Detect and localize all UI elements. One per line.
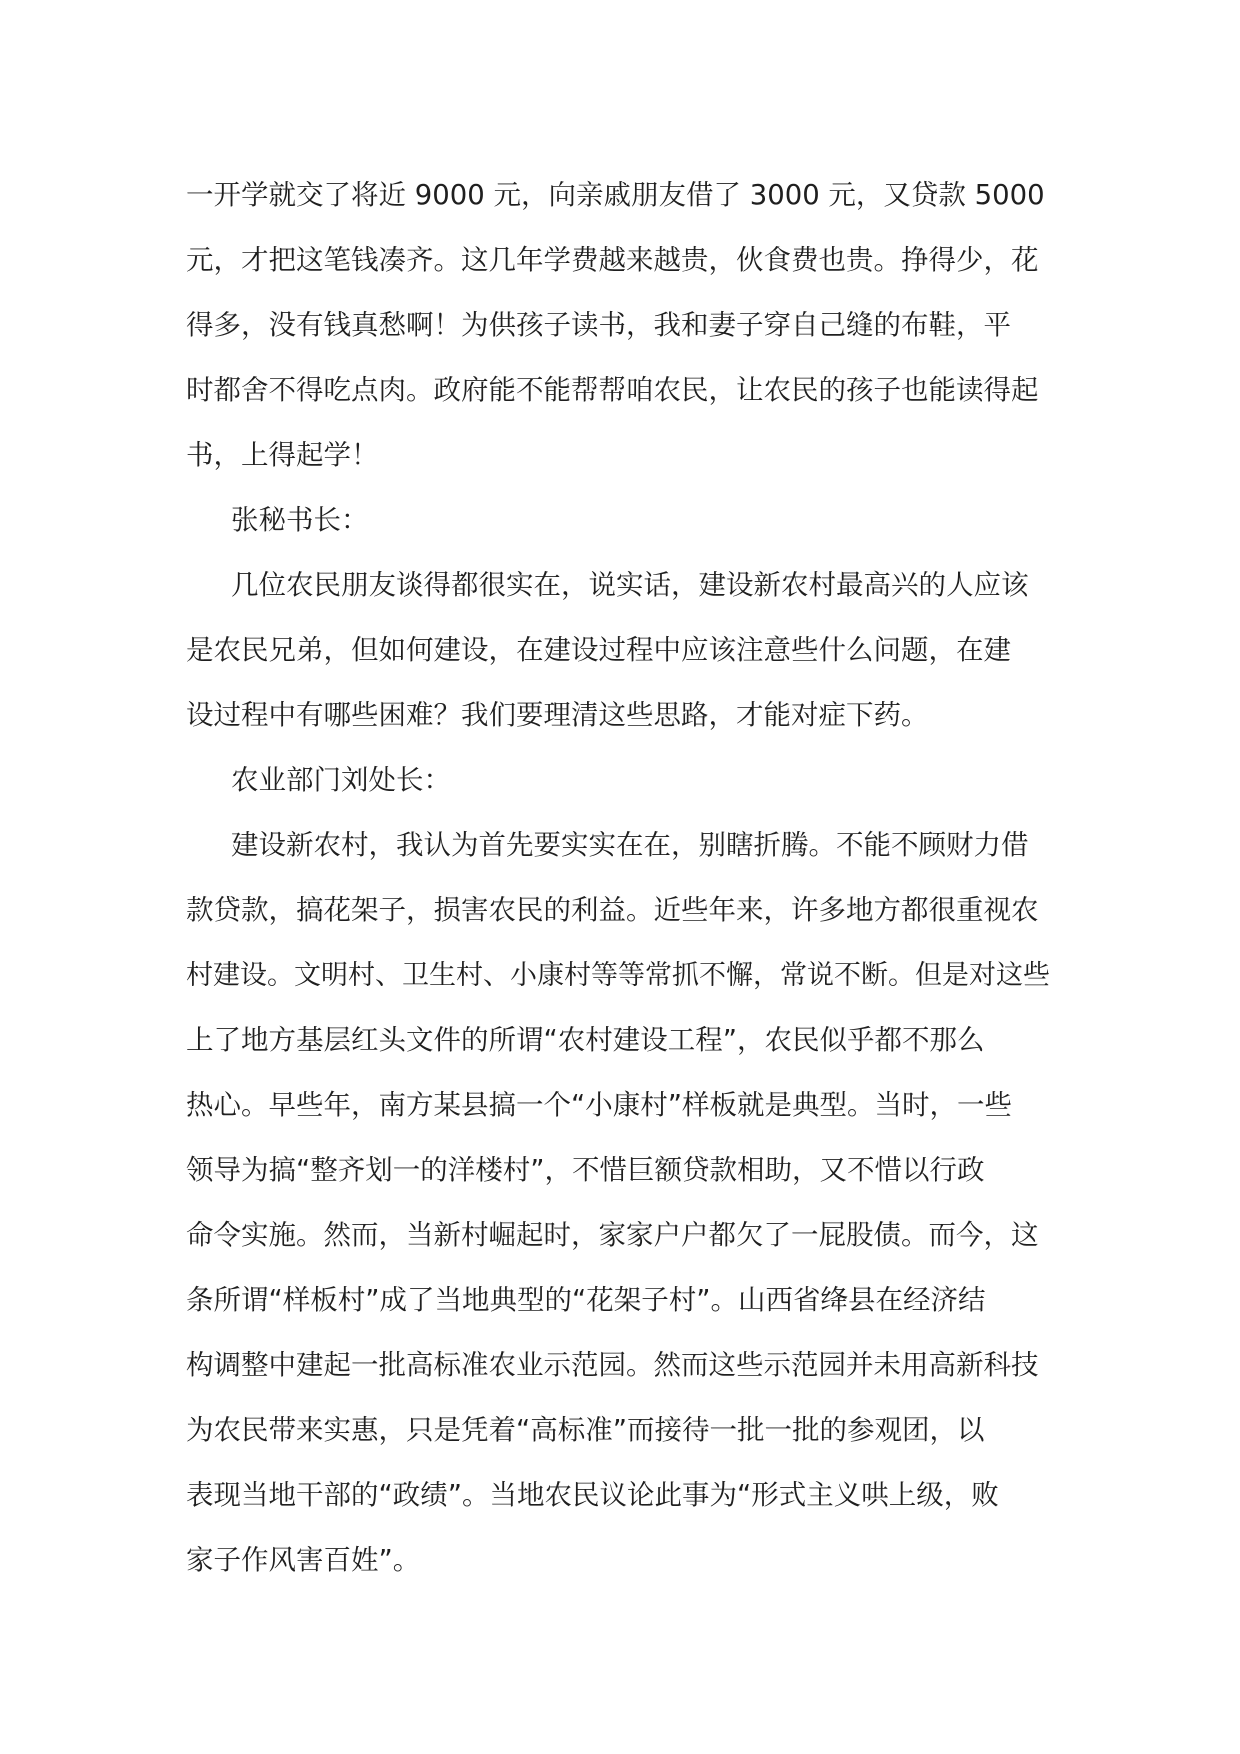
- document-line: 家子作风害百姓”。: [186, 1544, 421, 1576]
- document-line: 书，上得起学！: [186, 439, 379, 471]
- document-line: 命令实施。然而，当新村崛起时，家家户户都欠了一屁股债。而今，这: [186, 1219, 1039, 1251]
- document-line: 设过程中有哪些困难？我们要理清这些思路，才能对症下药。: [186, 699, 929, 731]
- document-line: 条所谓“样板村”成了当地典型的“花架子村”。山西省绛县在经济结: [186, 1284, 986, 1316]
- document-line: 几位农民朋友谈得都很实在，说实话，建设新农村最高兴的人应该: [231, 569, 1029, 601]
- document-line: 款贷款，搞花架子，损害农民的利益。近些年来，许多地方都很重视农: [186, 894, 1039, 926]
- document-line: 建设新农村，我认为首先要实实在在，别瞎折腾。不能不顾财力借: [231, 829, 1029, 861]
- document-line: 农业部门刘处长：: [231, 764, 451, 796]
- document-line: 上了地方基层红头文件的所谓“农村建设工程”，农民似乎都不那么: [186, 1024, 985, 1056]
- document-line: 村建设。文明村、卫生村、小康村等等常抓不懈，常说不断。但是对这些: [186, 960, 1050, 991]
- document-line: 一开学就交了将近 9000 元，向亲戚朋友借了 3000 元，又贷款 5000: [186, 179, 1045, 211]
- document-line: 表现当地干部的“政绩”。当地农民议论此事为“形式主义哄上级，败: [186, 1479, 999, 1511]
- document-line: 得多，没有钱真愁啊！为供孩子读书，我和妻子穿自己缝的布鞋，平: [186, 309, 1011, 341]
- document-line: 时都舍不得吃点肉。政府能不能帮帮咱农民，让农民的孩子也能读得起: [186, 374, 1039, 406]
- document-line: 张秘书长：: [231, 504, 369, 536]
- document-line: 构调整中建起一批高标准农业示范园。然而这些示范园并未用高新科技: [186, 1349, 1039, 1381]
- document-line: 为农民带来实惠，只是凭着“高标准”而接待一批一批的参观团，以: [186, 1414, 985, 1446]
- document-line: 热心。早些年，南方某县搞一个“小康村”样板就是典型。当时，一些: [186, 1089, 1012, 1121]
- document-body: [186, 163, 1056, 1593]
- document-line: 元，才把这笔钱凑齐。这几年学费越来越贵，伙食费也贵。挣得少，花: [186, 244, 1039, 276]
- document-line: 领导为搞“整齐划一的洋楼村”，不惜巨额贷款相助，又不惜以行政: [186, 1154, 985, 1186]
- document-line: 是农民兄弟，但如何建设，在建设过程中应该注意些什么问题，在建: [186, 634, 1011, 666]
